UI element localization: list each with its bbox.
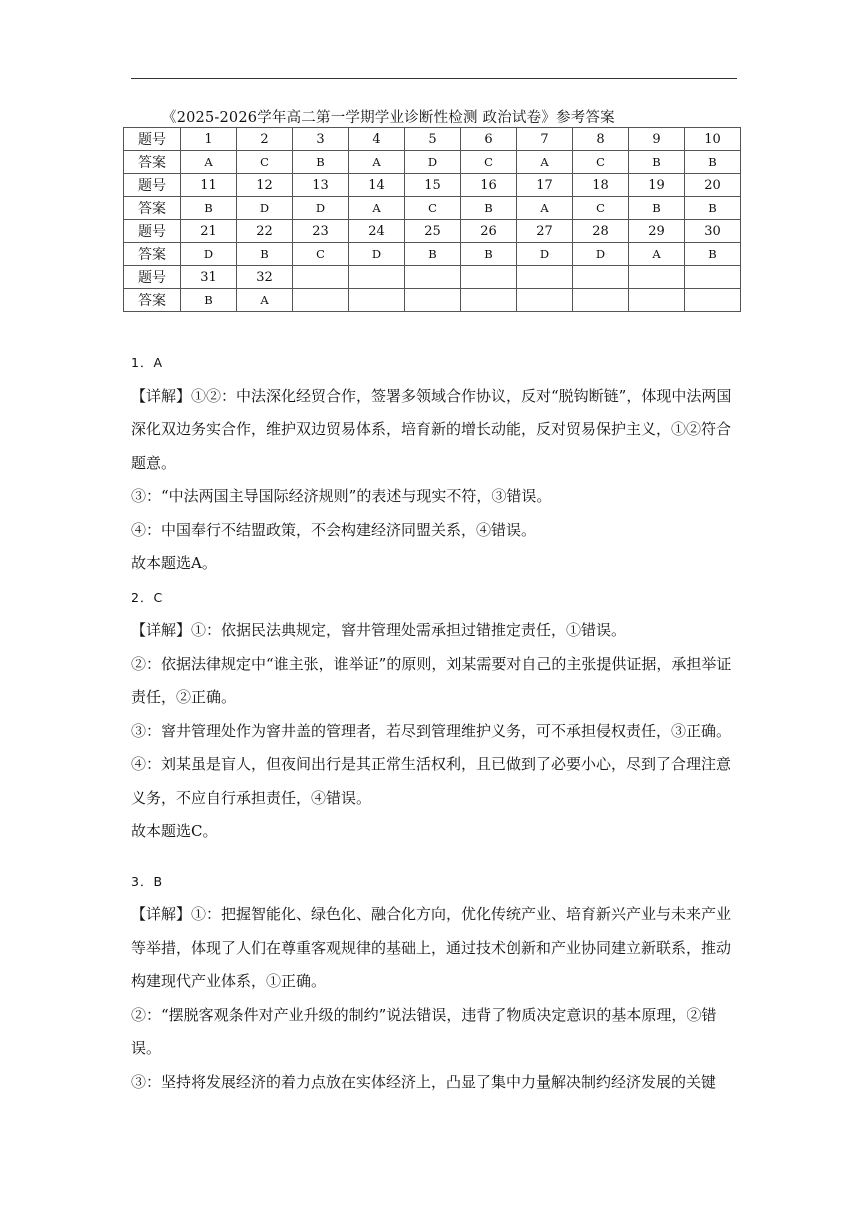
table-cell: C: [237, 151, 293, 174]
table-cell: [685, 266, 741, 289]
table-cell: A: [181, 151, 237, 174]
row-label: 答案: [124, 243, 181, 266]
table-cell: D: [517, 243, 573, 266]
table-cell: [405, 289, 461, 312]
table-row: [124, 128, 741, 151]
table-cell: [685, 289, 741, 312]
row-label: 题号: [124, 128, 181, 151]
question-number: 3．B: [131, 873, 164, 889]
table-cell: 5: [405, 128, 461, 151]
table-cell: 2: [237, 128, 293, 151]
table-cell: 4: [349, 128, 405, 151]
table-cell: 21: [181, 220, 237, 243]
table-cell: [349, 289, 405, 312]
table-cell: 18: [573, 174, 629, 197]
table-cell: B: [293, 151, 349, 174]
table-cell: 31: [181, 266, 237, 289]
table-row: [124, 151, 741, 174]
table-cell: D: [237, 197, 293, 220]
explanation-line: ③：窨井管理处作为窨井盖的管理者，若尽到管理维护义务，可不承担侵权责任，③正确。: [131, 721, 732, 740]
table-cell: D: [181, 243, 237, 266]
table-cell: B: [685, 151, 741, 174]
table-cell: 17: [517, 174, 573, 197]
table-cell: [573, 266, 629, 289]
table-cell: [573, 289, 629, 312]
table-row: [124, 289, 741, 312]
table-row: [124, 266, 741, 289]
explanation-line: 【详解】①②：中法深化经贸合作，签署多领域合作协议，反对“脱钩断链”，体现中法两国深化双边务实合作，维护双边贸易体系，培育新的增长动能，反对贸易保护主义，①②符合题意。: [131, 386, 732, 472]
table-cell: D: [573, 243, 629, 266]
table-cell: 8: [573, 128, 629, 151]
table-cell: [629, 266, 685, 289]
table-cell: C: [573, 151, 629, 174]
table-cell: [405, 266, 461, 289]
table-cell: B: [629, 197, 685, 220]
row-label: 题号: [124, 174, 181, 197]
explanation-line: ④：中国奉行不结盟政策，不会构建经济同盟关系，④错误。: [131, 520, 537, 539]
table-cell: B: [685, 243, 741, 266]
explanation-line: 故本题选C。: [131, 822, 218, 840]
table-cell: A: [517, 197, 573, 220]
question-number: 1．A: [131, 355, 164, 370]
explanation-line: ③：坚持将发展经济的着力点放在实体经济上，凸显了集中力量解决制约经济发展的关键: [131, 1072, 717, 1091]
table-cell: D: [405, 151, 461, 174]
table-cell: 30: [685, 220, 741, 243]
table-cell: 22: [237, 220, 293, 243]
document-title: 《2025-2026学年高二第一学期学业诊断性检测 政治试卷》参考答案: [162, 110, 615, 126]
table-cell: B: [405, 243, 461, 266]
table-row: [124, 197, 741, 220]
table-cell: [517, 266, 573, 289]
table-cell: 26: [461, 220, 517, 243]
row-label: 答案: [124, 197, 181, 220]
header-rule: [131, 78, 737, 79]
row-label: 题号: [124, 220, 181, 243]
table-cell: 32: [237, 266, 293, 289]
table-cell: 10: [685, 128, 741, 151]
table-cell: [517, 289, 573, 312]
explanation-line: ②：依据法律规定中“谁主张，谁举证”的原则，刘某需要对自己的主张提供证据，承担举证责任，②正确。: [131, 654, 732, 706]
table-cell: 25: [405, 220, 461, 243]
table-cell: 16: [461, 174, 517, 197]
table-cell: [293, 289, 349, 312]
table-cell: 29: [629, 220, 685, 243]
table-cell: 7: [517, 128, 573, 151]
table-cell: A: [349, 151, 405, 174]
table-row: [124, 174, 741, 197]
table-cell: 24: [349, 220, 405, 243]
table-cell: C: [461, 151, 517, 174]
table-row: [124, 220, 741, 243]
table-cell: A: [349, 197, 405, 220]
table-cell: D: [293, 197, 349, 220]
row-label: 题号: [124, 266, 181, 289]
table-cell: 13: [293, 174, 349, 197]
table-cell: 19: [629, 174, 685, 197]
explanation-line: 【详解】①：把握智能化、绿色化、融合化方向，优化传统产业、培育新兴产业与未来产业等举措，体现了人们在尊重客观规律的基础上，通过技术创新和产业协同建立新联系，推动构建现代产业体系，①正确。: [131, 905, 732, 990]
table-cell: A: [237, 289, 293, 312]
explanation-line: 【详解】①：依据民法典规定，窨井管理处需承担过错推定责任，①错误。: [131, 621, 627, 639]
table-cell: C: [405, 197, 461, 220]
table-cell: [461, 289, 517, 312]
table-cell: 15: [405, 174, 461, 197]
table-cell: 14: [349, 174, 405, 197]
section-gap: [131, 849, 741, 865]
question-number: 2．C: [131, 589, 164, 605]
table-cell: B: [237, 243, 293, 266]
table-row: [124, 243, 741, 266]
table-cell: C: [293, 243, 349, 266]
explanations: [131, 346, 741, 1099]
answer-table: [123, 127, 741, 312]
row-label: 答案: [124, 289, 181, 312]
table-cell: A: [629, 243, 685, 266]
table-cell: 12: [237, 174, 293, 197]
table-cell: B: [685, 197, 741, 220]
table-cell: [629, 289, 685, 312]
table-cell: 27: [517, 220, 573, 243]
table-cell: [293, 266, 349, 289]
explanation-line: 故本题选A。: [131, 554, 217, 572]
table-cell: A: [517, 151, 573, 174]
explanation-line: ③：“中法两国主导国际经济规则”的表述与现实不符，③错误。: [131, 487, 552, 505]
explanation-line: ④：刘某虽是盲人，但夜间出行是其正常生活权利，且已做到了必要小心，尽到了合理注意义务，不应自行承担责任，④错误。: [131, 755, 732, 807]
row-label: 答案: [124, 151, 181, 174]
explanation-line: ②：“摆脱客观条件对产业升级的制约”说法错误，违背了物质决定意识的基本原理，②错误。: [131, 1005, 717, 1057]
table-cell: 6: [461, 128, 517, 151]
table-cell: 23: [293, 220, 349, 243]
table-cell: 3: [293, 128, 349, 151]
table-cell: B: [181, 289, 237, 312]
table-cell: [349, 266, 405, 289]
table-cell: B: [629, 151, 685, 174]
table-cell: 11: [181, 174, 237, 197]
table-cell: D: [349, 243, 405, 266]
table-cell: B: [461, 197, 517, 220]
table-cell: B: [181, 197, 237, 220]
table-cell: B: [461, 243, 517, 266]
table-cell: C: [573, 197, 629, 220]
table-cell: 9: [629, 128, 685, 151]
table-cell: 1: [181, 128, 237, 151]
table-cell: 20: [685, 174, 741, 197]
table-cell: [461, 266, 517, 289]
table-cell: 28: [573, 220, 629, 243]
